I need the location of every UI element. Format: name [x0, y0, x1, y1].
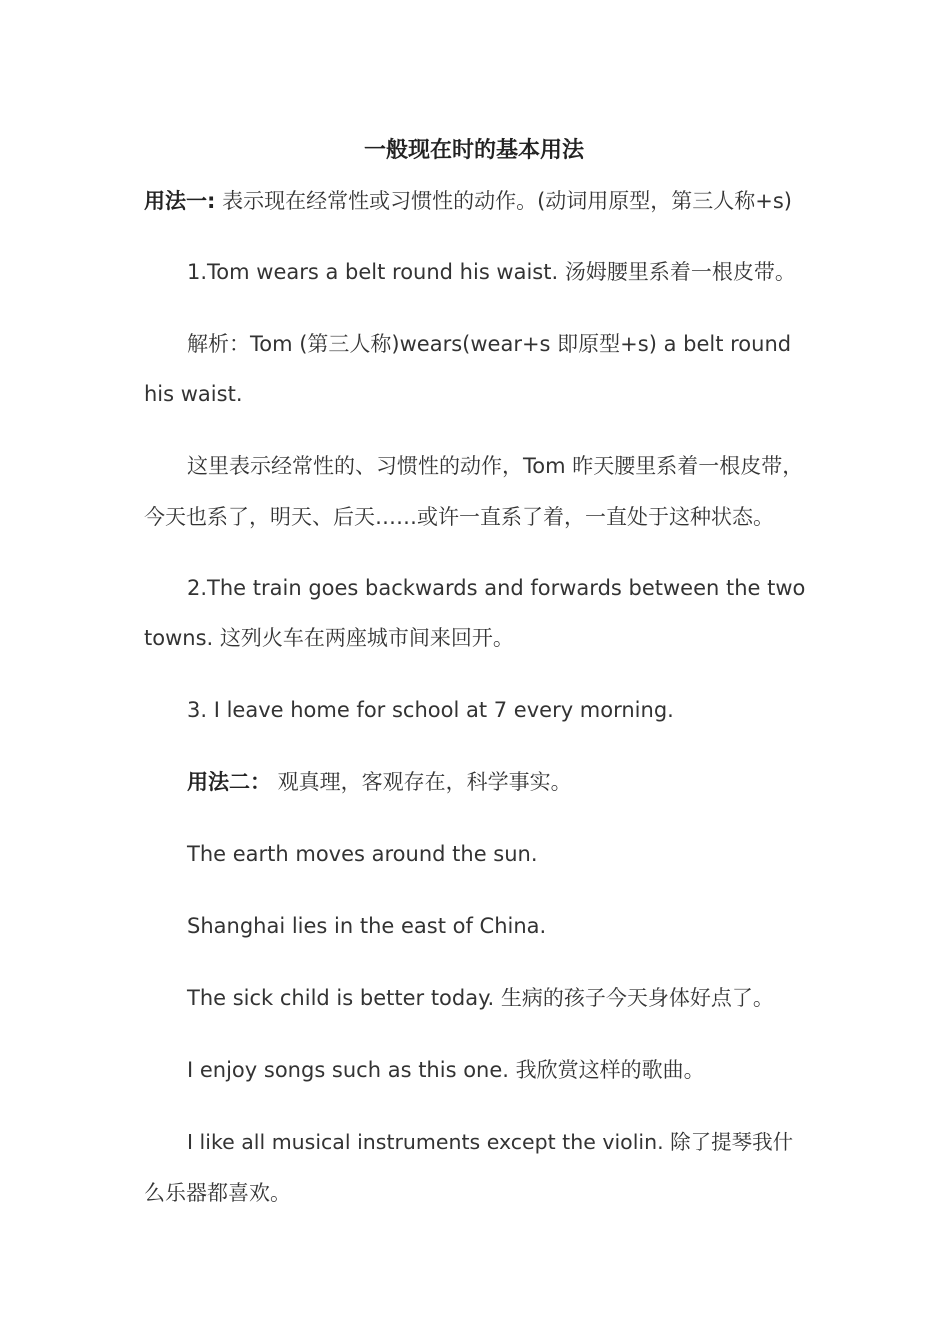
usage-1-text: 表示现在经常性或习惯性的动作。(动词用原型，第三人称+s) — [215, 189, 793, 213]
sentence-2: Shanghai lies in the east of China. — [187, 914, 547, 938]
last-line-1: I like all musical instruments except the violin. 除了提琴我什 — [187, 1130, 794, 1154]
explain-line-2: 今天也系了，明天、后天……或许一直系了着，一直处于这种状态。 — [144, 505, 774, 529]
usage-2-label: 用法二： — [187, 770, 271, 794]
analysis-line-1: 解析：Tom (第三人称)wears(wear+s 即原型+s) a belt round — [187, 332, 792, 356]
example-3: 3. I leave home for school at 7 every morning. — [187, 698, 674, 722]
document-title: 一般现在时的基本用法 — [363, 138, 584, 163]
usage-1-line — [144, 186, 792, 216]
usage-2-line — [187, 767, 572, 797]
example-2-line-1: 2.The train goes backwards and forwards between the two — [187, 576, 806, 600]
last-line-2: 么乐器都喜欢。 — [144, 1181, 291, 1205]
example-1: 1.Tom wears a belt round his waist. 汤姆腰里系着一根皮带。 — [187, 260, 796, 284]
usage-1-label: 用法一: — [144, 189, 216, 213]
example-2-line-2: towns. 这列火车在两座城市间来回开。 — [144, 626, 514, 650]
sentence-4: I enjoy songs such as this one. 我欣赏这样的歌曲。 — [187, 1058, 705, 1082]
sentence-3: The sick child is better today. 生病的孩子今天身体好点了。 — [187, 986, 774, 1010]
analysis-line-2: his waist. — [144, 382, 243, 406]
usage-2-text: 观真理，客观存在，科学事实。 — [271, 770, 572, 794]
explain-line-1: 这里表示经常性的、习惯性的动作，Tom 昨天腰里系着一根皮带， — [187, 454, 804, 478]
sentence-1: The earth moves around the sun. — [187, 842, 538, 866]
